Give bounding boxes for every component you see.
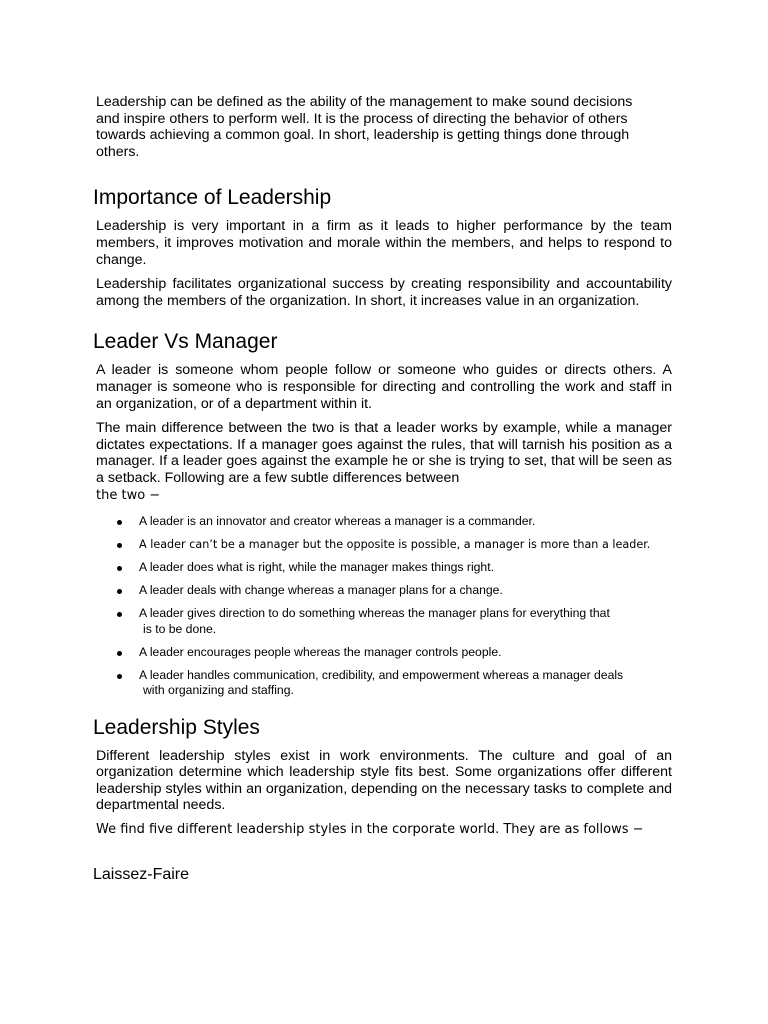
list-item-text: A leader deals with change whereas a manager plans for a change. [139, 583, 503, 598]
list-item [96, 514, 672, 530]
importance-paragraph-2: Leadership facilitates organizational success by creating responsibility and accountability among the members of the organization. In short, it increases value in an organization. [96, 276, 672, 309]
intro-paragraph [96, 94, 672, 160]
list-item-text: A leader is an innovator and creator whereas a manager is a commander. [139, 514, 536, 529]
list-item [96, 583, 672, 599]
leader-vs-manager-paragraph-1: A leader is someone whom people follow or someone who guides or directs others. A manager is someone who is responsible for directing and controlling the work and staff in an organization, or of a department within it. [96, 362, 672, 412]
bullet-icon [117, 589, 122, 594]
list-item-continuation: is to be done. [143, 621, 217, 636]
laissez-faire-subheading: Laissez-Faire [93, 865, 190, 883]
intro-line-2: and inspire others to perform well. It is the process of directing the behavior of others [96, 110, 628, 127]
bullet-icon [117, 520, 122, 525]
bullet-icon [117, 612, 122, 617]
leader-vs-manager-paragraph-2 [96, 420, 672, 504]
bullet-icon [117, 651, 122, 656]
list-item [96, 645, 672, 661]
list-item-text: A leader does what is right, while the manager makes things right. [139, 560, 494, 575]
importance-paragraph-1: Leadership is very important in a firm as it leads to higher performance by the team members, it improves motivation and morale within the members, and helps to respond to change. [96, 218, 672, 268]
leadership-styles-paragraph-1: Different leadership styles exist in work environments. The culture and goal of an organization determine which leadership style fits best. Some organizations offer different leadership styles within an organization, depending on the necessary tasks to complete and departmental needs. [96, 747, 672, 814]
bullet-icon [117, 674, 122, 679]
intro-line-3: towards achieving a common goal. In short, leadership is getting things done through [96, 127, 630, 144]
intro-line-1: Leadership can be defined as the ability of the management to make sound decisions [96, 94, 633, 110]
leader-vs-manager-paragraph-2-tail: the two − [96, 487, 161, 503]
list-item [96, 606, 672, 637]
bullet-icon [117, 566, 122, 571]
list-item [96, 560, 672, 576]
leader-vs-manager-list [96, 514, 672, 699]
document-content [93, 94, 672, 885]
list-item-continuation: with organizing and staffing. [143, 683, 294, 698]
list-item-text: A leader handles communication, credibility, and empowerment whereas a manager deals [139, 667, 624, 682]
bullet-icon [117, 543, 122, 548]
importance-heading: Importance of Leadership [93, 186, 332, 210]
list-item-text: A leader can’t be a manager but the opposite is possible, a manager is more than a leader. [139, 538, 651, 552]
list-item [96, 537, 672, 553]
leadership-styles-paragraph-2: We find five different leadership styles in the corporate world. They are as follows − [96, 821, 644, 837]
list-item-text: A leader gives direction to do something whereas the manager plans for everything that [139, 606, 610, 621]
list-item-text: A leader encourages people whereas the manager controls people. [139, 644, 502, 659]
leadership-styles-heading: Leadership Styles [93, 715, 260, 739]
list-item [96, 668, 672, 699]
intro-line-4: others. [96, 143, 140, 160]
leader-vs-manager-heading: Leader Vs Manager [93, 330, 278, 354]
leader-vs-manager-paragraph-2-body: The main difference between the two is that a leader works by example, while a manager dictates expectations. If a manager goes against the rules, that will tarnish his position as a manager. If a leader goes against the example he or she is trying to set, that will be seen as a setback. Following are a few subtle differences between [96, 420, 672, 486]
